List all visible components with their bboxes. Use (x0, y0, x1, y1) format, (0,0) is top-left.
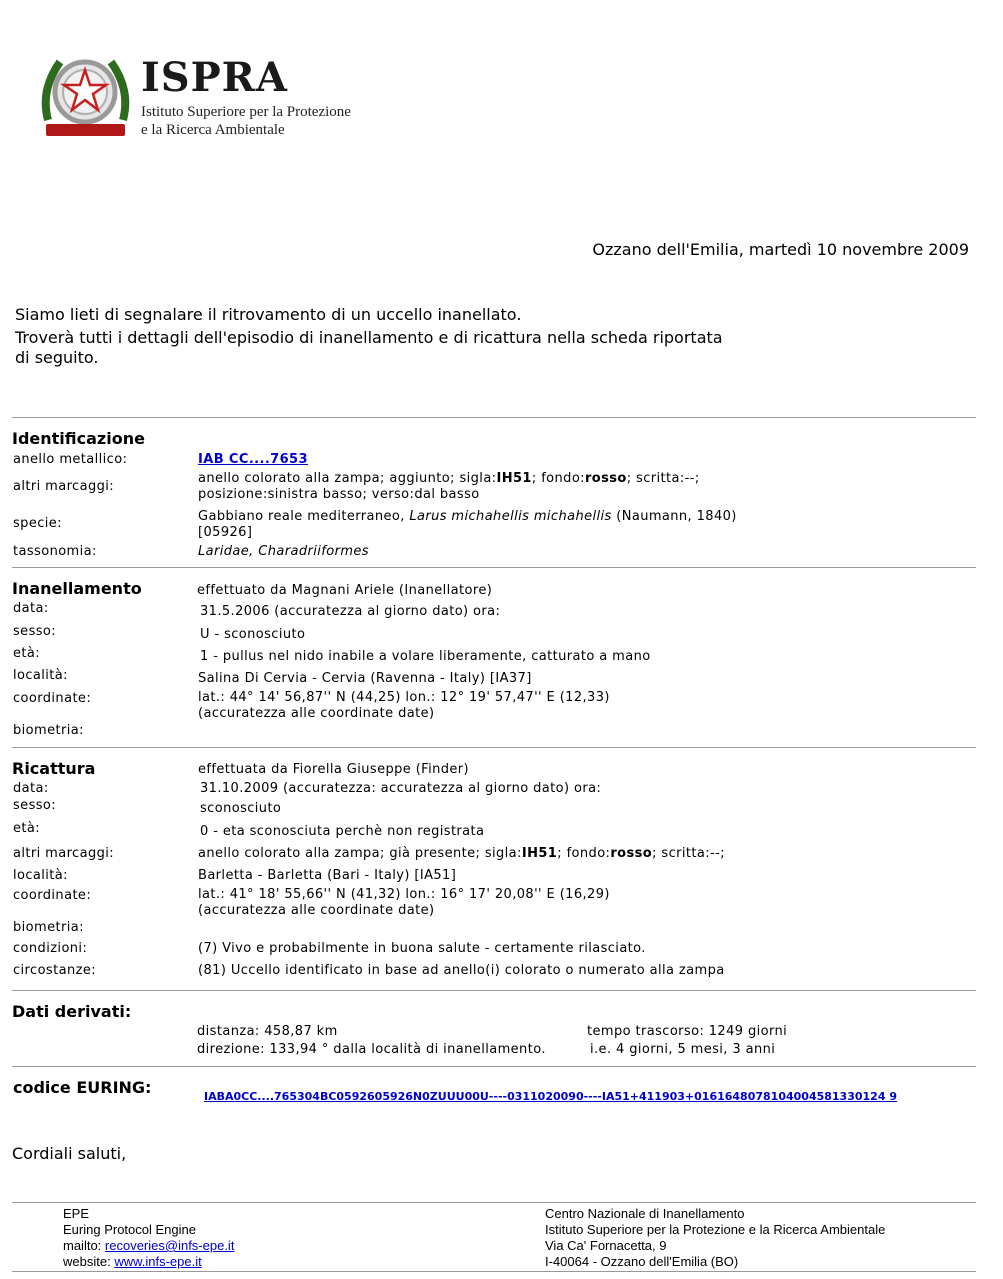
ringing-coord-label: coordinate: (13, 691, 92, 706)
footer-bottom-divider (12, 1271, 976, 1272)
recovery-location-value: Barletta - Barletta (Bari - Italy) [IA51] (198, 868, 457, 883)
taxonomy-value: Laridae, Charadriiformes (198, 544, 369, 559)
footer-institute: Istituto Superiore per la Protezione e la Ricerca Ambientale (545, 1222, 886, 1237)
ringing-location-value: Salina Di Cervia - Cervia (Ravenna - Italy) [IA37] (198, 671, 532, 686)
section-identificazione-heading: Identificazione (12, 429, 145, 448)
recovery-coord-label: coordinate: (13, 888, 92, 903)
recovery-marks-value: anello colorato alla zampa; già presente; sigla:IH51; fondo:rosso; scritta:--; (198, 846, 725, 861)
recovery-bio-label: biometria: (13, 920, 84, 935)
ispra-logo (38, 50, 368, 150)
taxonomy-label: tassonomia: (13, 544, 97, 559)
intro-line1: Siamo lieti di segnalare il ritrovamento di un uccello inanellato. (15, 305, 522, 324)
ringing-date-label: data: (13, 601, 49, 616)
ring-label: anello metallico: (13, 452, 128, 467)
ringing-location-label: località: (13, 668, 68, 683)
website-link[interactable]: www.infs-epe.it (114, 1254, 202, 1269)
footer-city: I-40064 - Ozzano dell'Emilia (BO) (545, 1254, 739, 1269)
recovery-date-label: data: (13, 781, 49, 796)
logo-title: ISPRA (141, 54, 288, 101)
marks-value: anello colorato alla zampa; aggiunto; sigla:IH51; fondo:rosso; scritta:--; posizione:sinistra basso; verso:dal basso (198, 471, 700, 502)
recovery-date-value: 31.10.2009 (accuratezza: accuratezza al giorno dato) ora: (200, 781, 602, 796)
divider (12, 990, 976, 991)
divider (12, 417, 976, 418)
footer-epe: EPE (63, 1206, 90, 1221)
footer-website: website: www.infs-epe.it (63, 1254, 202, 1269)
recovery-sex-label: sesso: (13, 798, 57, 813)
footer-address: Via Ca' Fornacetta, 9 (545, 1238, 667, 1253)
ringing-bio-label: biometria: (13, 723, 84, 738)
divider (12, 747, 976, 748)
recovery-marks-label: altri marcaggi: (13, 846, 115, 861)
section-derivati-heading: Dati derivati: (12, 1002, 132, 1021)
letter-date: Ozzano dell'Emilia, martedì 10 novembre 2009 (592, 240, 969, 259)
finder-name: effettuata da Fiorella Giuseppe (Finder) (198, 762, 470, 777)
circumstances-value: (81) Uccello identificato in base ad anello(i) colorato o numerato alla zampa (198, 963, 725, 978)
footer-left (63, 1206, 234, 1270)
recovery-location-label: località: (13, 868, 68, 883)
republic-emblem-icon (38, 50, 133, 145)
footer-epe-full: Euring Protocol Engine (63, 1222, 196, 1237)
divider (12, 567, 976, 568)
section-ricattura-heading: Ricattura (12, 759, 96, 778)
ringing-age-label: età: (13, 646, 41, 661)
section-inanellamento-heading: Inanellamento (12, 579, 142, 598)
ringing-sex-value: U - sconosciuto (200, 627, 306, 642)
footer-right (545, 1206, 885, 1270)
footer-mailto: mailto: recoveries@infs-epe.it (63, 1238, 235, 1253)
circumstances-label: circostanze: (13, 963, 96, 978)
ringer-name: effettuato da Magnani Ariele (Inanellatore) (197, 583, 493, 598)
elapsed-value: tempo trascorso: 1249 giorni (587, 1024, 788, 1039)
ring-link[interactable]: IAB CC....7653 (198, 452, 308, 467)
footer-divider (12, 1202, 976, 1203)
species-value: Gabbiano reale mediterraneo, Larus michahellis michahellis (Naumann, 1840) [05926] (198, 509, 737, 540)
logo-subtitle-line1: Istituto Superiore per la Protezione (141, 104, 351, 120)
recovery-sex-value: sconosciuto (200, 801, 282, 816)
recovery-coord-value: lat.: 41° 18' 55,66'' N (41,32) lon.: 16° 17' 20,08'' E (16,29) (accuratezza alle coordinate date) (198, 887, 610, 918)
intro-line2a: Troverà tutti i dettagli dell'episodio di inanellamento e di ricattura nella scheda riportata (15, 328, 723, 347)
recovery-age-value: 0 - eta sconosciuta perchè non registrata (200, 824, 485, 839)
direction-value: direzione: 133,94 ° dalla località di inanellamento. (197, 1042, 546, 1057)
ringing-sex-label: sesso: (13, 624, 57, 639)
closing: Cordiali saluti, (12, 1144, 127, 1163)
conditions-label: condizioni: (13, 941, 88, 956)
marks-label: altri marcaggi: (13, 479, 115, 494)
email-link[interactable]: recoveries@infs-epe.it (104, 1238, 235, 1253)
euring-heading: codice EURING: (13, 1078, 152, 1097)
divider (12, 1066, 976, 1067)
logo-subtitle-line2: e la Ricerca Ambientale (141, 122, 285, 138)
ringing-coord-value: lat.: 44° 14' 56,87'' N (44,25) lon.: 12° 19' 57,47'' E (12,33) (accuratezza alle coordinate date) (198, 690, 610, 721)
ringing-age-value: 1 - pullus nel nido inabile a volare liberamente, catturato a mano (200, 649, 651, 664)
intro-line2b: di seguito. (15, 348, 99, 367)
ringing-date-value: 31.5.2006 (accuratezza al giorno dato) ora: (200, 604, 501, 619)
distance-value: distanza: 458,87 km (197, 1024, 338, 1039)
footer-centre-name: Centro Nazionale di Inanellamento (545, 1206, 745, 1221)
recovery-age-label: età: (13, 821, 41, 836)
species-label: specie: (13, 516, 62, 531)
elapsed-detail: i.e. 4 giorni, 5 mesi, 3 anni (590, 1042, 776, 1057)
euring-code-link[interactable]: IABA0CC....765304BC0592605926N0ZUUU00U----0311020090----IA51+411903+0161648078104004581330124 9 (204, 1090, 897, 1103)
conditions-value: (7) Vivo e probabilmente in buona salute - certamente rilasciato. (198, 941, 646, 956)
